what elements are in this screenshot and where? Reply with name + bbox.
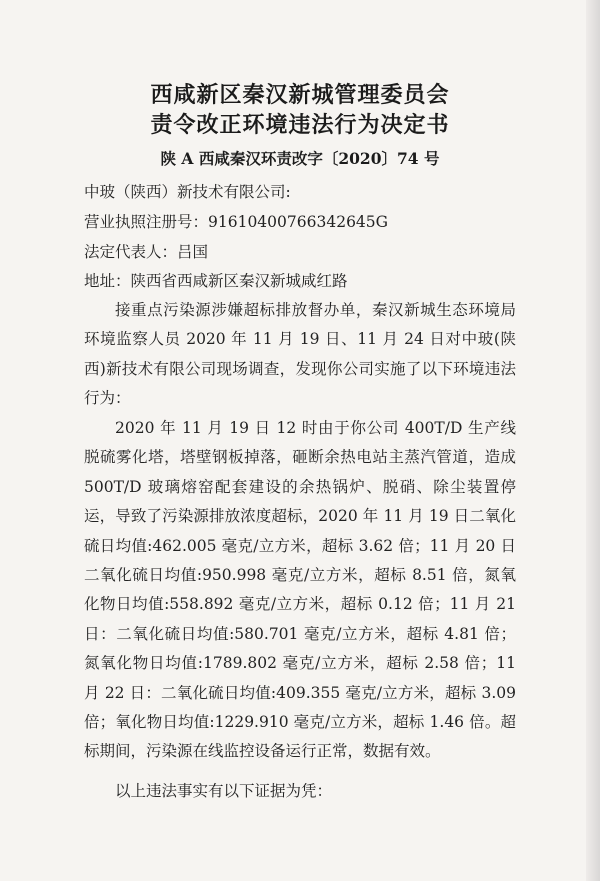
document-title-line2: 责令改正环境违法行为决定书 — [150, 112, 450, 138]
paragraph-investigation: 接重点污染源涉嫌超标排放督办单，秦汉新城生态环境局环境监察人员 2020 年 11 月 19 日、11 月 24 日对中玻(陕西)新技术有限公司现场调查，发现你公司实施了以下环境违法行为： — [84, 301, 516, 408]
license-number: 营业执照注册号：91610400766342645G — [84, 213, 389, 231]
document-number: 陕 A 西咸秦汉环责改字〔2020〕74 号 — [160, 149, 440, 168]
company-name: 中玻（陕西）新技术有限公司: — [84, 183, 291, 201]
paragraph-evidence-intro: 以上违法事实有以下证据为凭： — [115, 782, 333, 800]
paragraph-violation-details: 2020 年 11 月 19 日 12 时由于你公司 400T/D 生产线脱硫雾化塔，塔壁钢板掉落，砸断余热电站主蒸汽管道，造成 500T/D 玻璃熔窑配套建设的余热锅炉、脱硝、除尘装置停运，导致了污染源排放浓度超标，2020 年 11 月 19 日二氧化硫日均值:462.005 毫克/立方米，超标 3.62 倍；11 月 20 日二氧化硫日均值:950.998 毫克/立方米，超标 8.51 倍，氮氧化物日均值:558.892 毫克/立方米，超标 0.12 倍；11 月 21 日：二氧化硫日均值:580.701 毫克/立方米，超标 4.81 倍；氮氧化物日均值:1789.802 毫克/立方米，超标 2.58 倍；11 月 22 日：二氧化硫日均值:409.355 毫克/立方米，超标 3.09 倍；氧化物日均值:1229.910 毫克/立方米，超标 1.46 倍。超标期间，污染源在线监控设备运行正常，数据有效。 — [84, 419, 516, 761]
legal-representative: 法定代表人：吕国 — [84, 243, 209, 261]
company-address: 地址：陕西省西咸新区秦汉新城咸红路 — [84, 272, 348, 290]
document-title-line1: 西咸新区秦汉新城管理委员会 — [150, 82, 450, 108]
